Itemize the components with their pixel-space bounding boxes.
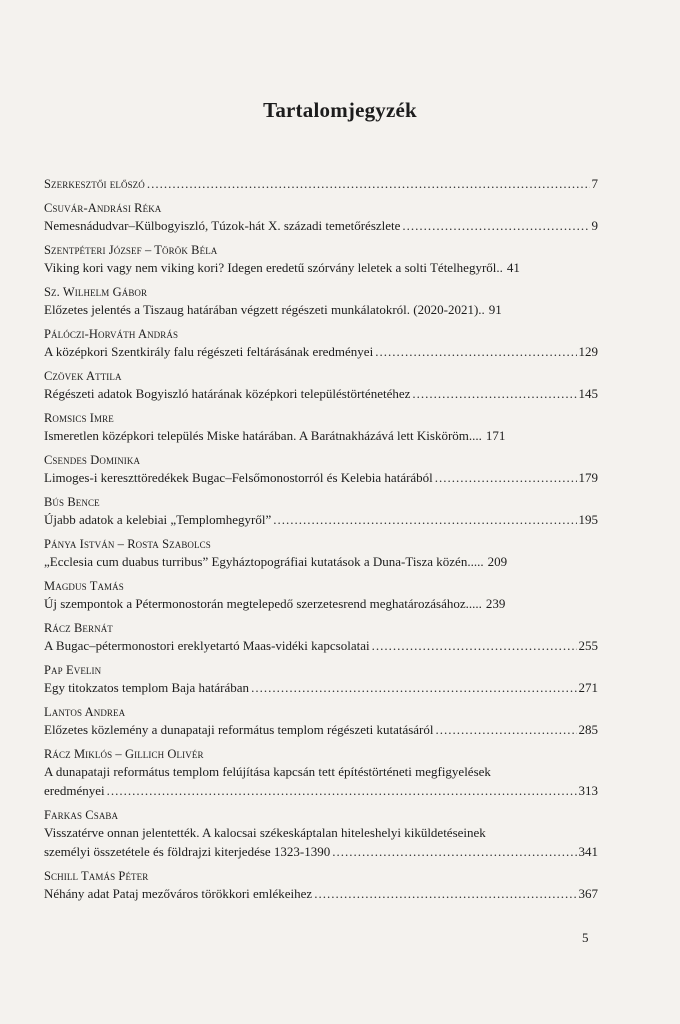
entry-page: 129 (578, 344, 598, 359)
toc-line (44, 552, 598, 571)
toc-entry[interactable] (44, 200, 598, 235)
toc-entry[interactable] (44, 662, 598, 697)
page-number: 5 (582, 930, 589, 945)
entry-author: Romsics Imre (44, 411, 114, 425)
entry-page: 7 (591, 176, 598, 191)
entry-author: Farkas Csaba (44, 808, 119, 822)
dot-leader (412, 384, 576, 403)
entry-title: „Ecclesia cum duabus turribus” Egyháztopográfiai kutatások a Duna-Tisza közén..... (44, 554, 484, 569)
entry-title-line: Visszatérve onnan jelentették. A kalocsai székeskáptalan hiteleshelyi kiküldetéseinek (44, 825, 486, 840)
toc-entry[interactable] (44, 242, 598, 277)
dot-leader (375, 342, 576, 361)
entry-author: Schill Tamás Péter (44, 869, 149, 883)
spacer (44, 487, 598, 494)
entry-author: Pánya István – Rosta Szabolcs (44, 537, 211, 551)
spacer (44, 445, 598, 452)
toc-line (44, 300, 598, 319)
toc-line (44, 842, 598, 861)
toc-line (44, 342, 598, 361)
entry-title-line: A dunapataji református templom felújítása kapcsán tett építéstörténeti megfigyelések (44, 764, 491, 779)
dot-leader (436, 720, 577, 739)
entry-page: 195 (578, 512, 598, 527)
toc-entry[interactable] (44, 284, 598, 319)
toc-line (44, 884, 598, 903)
toc-line (44, 426, 598, 445)
entry-title: Ismeretlen középkori település Miske határában. A Barátnakházává lett Kisköröm.... (44, 428, 482, 443)
entry-page: 209 (487, 554, 508, 569)
toc-entry[interactable] (44, 620, 598, 655)
entry-author: Sz. Wilhelm Gábor (44, 285, 148, 299)
spacer (44, 655, 598, 662)
toc-line (44, 720, 598, 739)
entry-author: Magdus Tamás (44, 579, 124, 593)
entry-author: Csendes Dominika (44, 453, 141, 467)
entry-author: Rácz Miklós – Gillich Olivér (44, 747, 204, 761)
entry-title: Néhány adat Pataj mezőváros törökkori emlékeihez (44, 886, 313, 901)
spacer (44, 800, 598, 807)
toc-line (44, 258, 598, 277)
entry-page: 285 (578, 722, 598, 737)
entry-page: 341 (578, 844, 598, 859)
toc-line (44, 468, 598, 487)
entry-title: Nemesnádudvar–Külbogyiszló, Túzok-hát X. századi temetőrészlete (44, 218, 401, 233)
entry-title: Előzetes jelentés a Tiszaug határában végzett régészeti munkálatokról. (2020-2021).. (44, 302, 485, 317)
entry-author: Lantos Andrea (44, 705, 126, 719)
dot-leader (251, 678, 576, 697)
entry-author: Csuvár-Andrási Réka (44, 201, 162, 215)
toc-line (44, 384, 598, 403)
spacer (44, 739, 598, 746)
toc-entry[interactable] (44, 452, 598, 487)
dot-leader (147, 174, 590, 193)
entry-page: 255 (578, 638, 598, 653)
dot-leader (273, 510, 576, 529)
entry-title: A középkori Szentkirály falu régészeti feltárásának eredményei (44, 344, 374, 359)
entry-author: Szentpéteri József – Török Béla (44, 243, 218, 257)
toc-entry[interactable] (44, 326, 598, 361)
entry-author: Szerkesztői előszó (44, 177, 145, 191)
toc-entry[interactable] (44, 536, 598, 571)
entry-page: 41 (506, 260, 520, 275)
toc-line (44, 678, 598, 697)
spacer (44, 613, 598, 620)
toc-line (44, 594, 598, 613)
entry-title: A Bugac–pétermonostori ereklyetartó Maas-vidéki kapcsolatai (44, 638, 370, 653)
entry-page: 145 (578, 386, 598, 401)
entry-page: 179 (578, 470, 598, 485)
dot-leader (332, 842, 576, 861)
entry-page: 91 (488, 302, 502, 317)
toc-entry[interactable] (44, 578, 598, 613)
toc-line (44, 636, 598, 655)
page-title: Tartalomjegyzék (263, 98, 417, 122)
spacer (44, 277, 598, 284)
entry-author: Rácz Bernát (44, 621, 113, 635)
toc-entry[interactable] (44, 868, 598, 903)
entry-title: személyi összetétele és földrajzi kiterjedése 1323-1390 (44, 844, 331, 859)
entry-title: Limoges-i kereszttöredékek Bugac–Felsőmonostorról és Kelebia határából (44, 470, 433, 485)
spacer (44, 361, 598, 368)
entry-page: 171 (485, 428, 506, 443)
toc-entry[interactable] (44, 368, 598, 403)
spacer (44, 403, 598, 410)
dot-leader (435, 468, 577, 487)
entry-page: 367 (578, 886, 598, 901)
toc-entry[interactable] (44, 807, 598, 861)
spacer (44, 571, 598, 578)
entry-author: Czövek Attila (44, 369, 122, 383)
entry-title: Egy titokzatos templom Baja határában (44, 680, 250, 695)
toc-entry[interactable] (44, 410, 598, 445)
entry-page: 313 (578, 783, 598, 798)
entry-author: Pálóczi-Horváth András (44, 327, 179, 341)
spacer (44, 697, 598, 704)
entry-author: Bús Bence (44, 495, 100, 509)
toc-entry[interactable] (44, 704, 598, 739)
dot-leader (402, 216, 589, 235)
toc-line (44, 174, 598, 193)
dot-leader (314, 884, 576, 903)
entry-page: 239 (485, 596, 506, 611)
dot-leader (372, 636, 577, 655)
spacer (44, 319, 598, 326)
entry-title: Előzetes közlemény a dunapataji református templom régészeti kutatásáról (44, 722, 434, 737)
dot-leader (107, 781, 577, 800)
entry-page: 9 (591, 218, 598, 233)
entry-title: Régészeti adatok Bogyiszló határának középkori településtörténetéhez (44, 386, 411, 401)
spacer (44, 235, 598, 242)
toc-line (44, 216, 598, 235)
spacer (44, 193, 598, 200)
toc-entry-preface[interactable] (44, 174, 598, 193)
toc-line (44, 781, 598, 800)
table-of-contents (44, 174, 598, 903)
entry-title: eredményei (44, 783, 105, 798)
toc-entry[interactable] (44, 494, 598, 529)
toc-entry[interactable] (44, 746, 598, 800)
entry-page: 271 (578, 680, 598, 695)
toc-line (44, 510, 598, 529)
spacer (44, 861, 598, 868)
spacer (44, 529, 598, 536)
entry-title: Új szempontok a Pétermonostorán megtelepedő szerzetesrend meghatározásához..... (44, 596, 482, 611)
entry-title: Viking kori vagy nem viking kori? Idegen eredetű szórvány leletek a solti Tételhegyről.. (44, 260, 503, 275)
entry-title: Újabb adatok a kelebiai „Templomhegyről” (44, 512, 272, 527)
entry-author: Pap Evelin (44, 663, 102, 677)
